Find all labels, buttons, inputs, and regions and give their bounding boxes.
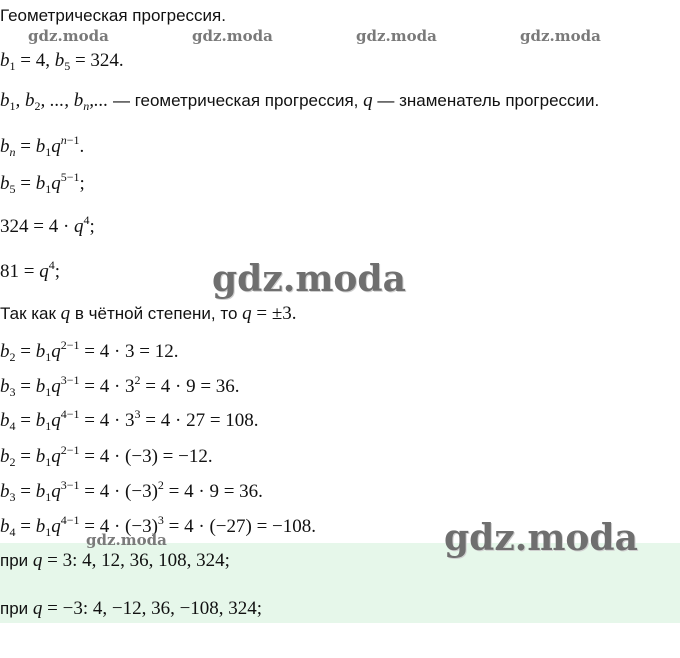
definition-text: — геометрическая прогрессия, — [108, 91, 364, 110]
answer-line-2: при q = −3: 4, −12, 36, −108, 324; — [0, 598, 263, 619]
since-text: Так как — [0, 304, 61, 323]
watermark-1: gdz.moda — [28, 27, 109, 45]
watermark-2: gdz.moda — [192, 27, 273, 45]
equation-2: $81 = q^4$; — [0, 258, 60, 282]
watermark-4: gdz.moda — [520, 27, 601, 45]
calc-line-2: $b_3 = b_1q^{3-1} = 4 \cdot 3^2 = 4 \cdot 9 = 36$. — [0, 373, 240, 399]
calc-line-5: $b_3 = b_1q^{3-1} = 4 \cdot (-3)^2 = 4 \cdot 9 = 36$. — [0, 478, 263, 504]
since-line: Так как q в чётной степени, то q = ±3. — [0, 303, 297, 324]
calc-line-1: $b_2 = b_1q^{2-1} = 4 \cdot 3 = 12$. — [0, 338, 179, 364]
definition-line: $b_1$, $b_2$, ..., $b_n$,... — геометрическая прогрессия, q — знаменатель прогрессии. — [0, 90, 600, 113]
equation-1: $324 = 4 \cdot q^4$; — [0, 213, 95, 237]
calc-line-3: $b_4 = b_1q^{4-1} = 4 \cdot 3^3 = 4 \cdot 27 = 108$. — [0, 407, 259, 433]
watermark-3: gdz.moda — [356, 27, 437, 45]
calc-line-6: $b_4 = b_1q^{4-1} = 4 \cdot (-3)^3 = 4 \cdot (-27) = -108$. — [0, 513, 317, 539]
answer-prefix-1: при — [0, 551, 33, 570]
calc-line-4: $b_2 = b_1q^{2-1} = 4 \cdot (-3) = -12$. — [0, 443, 213, 469]
formula-b5: $b_5 = b_1q^{5-1}$; — [0, 170, 85, 196]
watermark-big-2: gdz.moda — [444, 517, 638, 559]
page-title: Геометрическая прогрессия. — [0, 6, 226, 25]
definition-q-text: — знаменатель прогрессии. — [372, 91, 600, 110]
answer-line-1: при q = 3: 4, 12, 36, 108, 324; — [0, 550, 230, 571]
watermark-big-1: gdz.moda — [212, 258, 406, 300]
watermark-5: gdz.moda — [86, 531, 167, 549]
given-line: $b_1 = 4$, $b_5 = 324$. — [0, 50, 124, 73]
formula-general: $b_n = b_1q^{n-1}$. — [0, 133, 85, 159]
since-text-2: в чётной степени, то — [70, 304, 243, 323]
answer-prefix-2: при — [0, 599, 33, 618]
